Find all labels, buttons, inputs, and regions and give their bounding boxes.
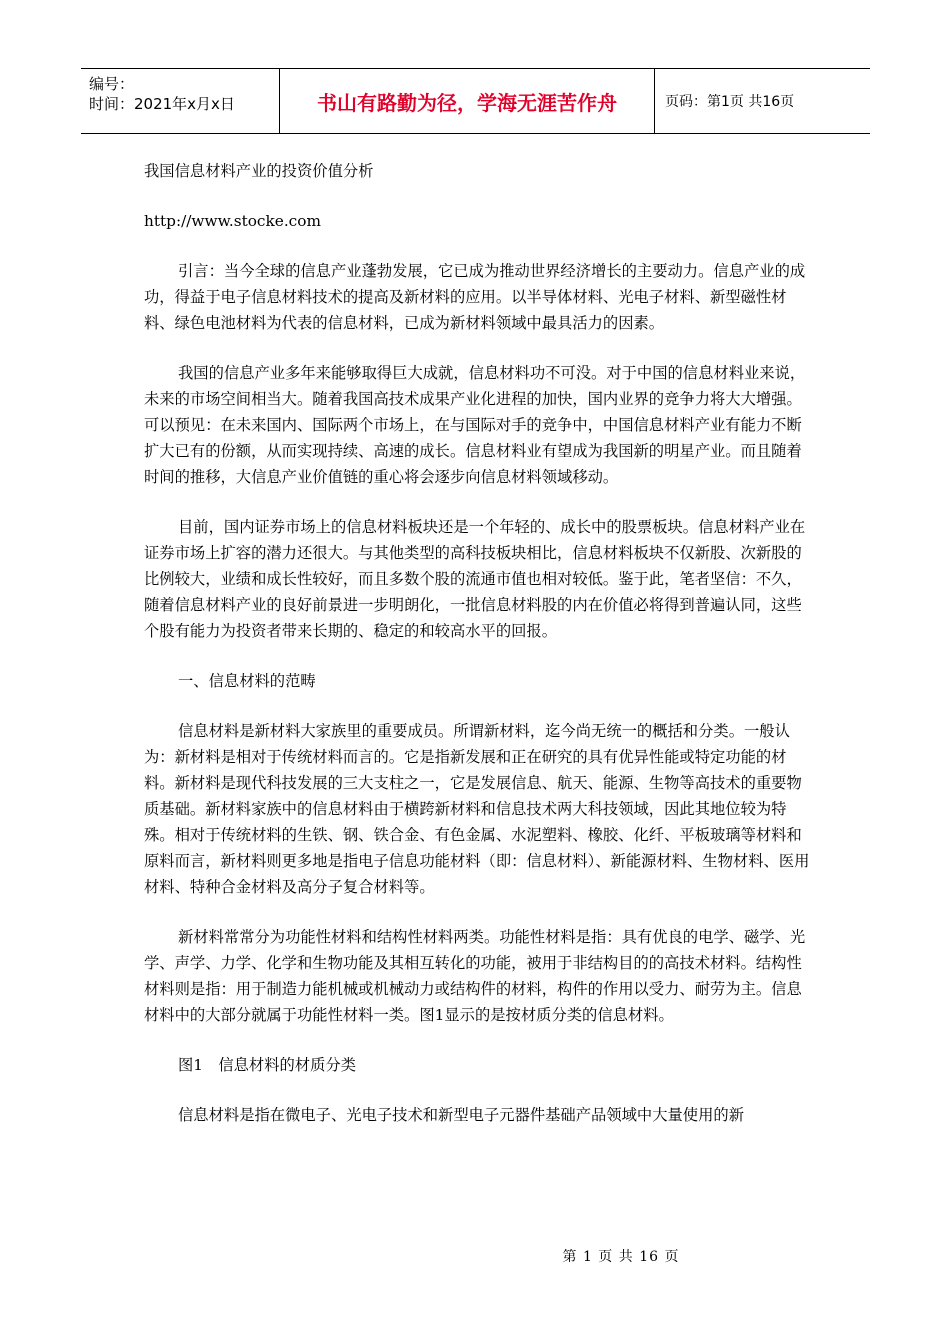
paragraph: 信息材料是指在微电子、光电子技术和新型电子元器件基础产品领域中大量使用的新 bbox=[178, 1106, 744, 1124]
header-motto: 书山有路勤为径，学海无涯苦作舟 bbox=[317, 90, 617, 115]
document-url: http://www.stocke.com bbox=[144, 212, 321, 230]
paragraph: 新材料常常分为功能性材料和结构性材料两类。功能性材料是指：具有优良的电学、磁学、光学、声学、力学、化学和生物功能及其相互转化的功能，被用于非结构目的的高技术材料。结构性材料则是指：用于制造力能机械或机械动力或结构件的材料，构件的作用以受力、耐劳为主。信息材料中的大部分就属于功能性材料一类。图1显示的是按材质分类的信息材料。 bbox=[144, 928, 806, 1024]
paragraph: 我国的信息产业多年来能够取得巨大成就，信息材料功不可没。对于中国的信息材料业来说，未来的市场空间相当大。随着我国高技术成果产业化进程的加快，国内业界的竞争力将大大增强。可以预见：在未来国内、国际两个市场上，在与国际对手的竞争中，中国信息材料产业有能力不断扩大已有的份额，从而实现持续、高速的成长。信息材料业有望成为我国新的明星产业。而且随着时间的推移，大信息产业价值链的重心将会逐步向信息材料领域移动。 bbox=[144, 364, 806, 486]
header-number-label: 编号： bbox=[89, 75, 135, 93]
paragraph-intro: 引言：当今全球的信息产业蓬勃发展，它已成为推动世界经济增长的主要动力。信息产业的成功，得益于电子信息材料技术的提高及新材料的应用。以半导体材料、光电子材料、新型磁性材料、绿色电池材料为代表的信息材料，已成为新材料领域中最具活力的因素。 bbox=[144, 262, 806, 332]
section-heading: 一、信息材料的范畴 bbox=[178, 672, 316, 690]
header-meta bbox=[89, 74, 235, 114]
page-footer: 第 1 页 共 16 页 bbox=[562, 1249, 680, 1265]
page-header bbox=[81, 68, 870, 134]
header-date-label: 时间：2021年x月x日 bbox=[89, 95, 235, 113]
figure-caption: 图1 信息材料的材质分类 bbox=[178, 1056, 356, 1074]
header-divider bbox=[654, 69, 655, 133]
paragraph: 目前，国内证券市场上的信息材料板块还是一个年轻的、成长中的股票板块。信息材料产业在证券市场上扩容的潜力还很大。与其他类型的高科技板块相比，信息材料板块不仅新股、次新股的比例较大，业绩和成长性较好，而且多数个股的流通市值也相对较低。鉴于此，笔者坚信：不久，随着信息材料产业的良好前景进一步明朗化，一批信息材料股的内在价值必将得到普遍认同，这些个股有能力为投资者带来长期的、稳定的和较高水平的回报。 bbox=[144, 518, 806, 640]
header-page-info: 页码：第1页 共16页 bbox=[665, 94, 795, 110]
document-title: 我国信息材料产业的投资价值分析 bbox=[144, 162, 374, 180]
document-body bbox=[144, 158, 816, 1152]
paragraph: 信息材料是新材料大家族里的重要成员。所谓新材料，迄今尚无统一的概括和分类。一般认为：新材料是相对于传统材料而言的。它是指新发展和正在研究的具有优异性能或特定功能的材料。新材料是现代科技发展的三大支柱之一，它是发展信息、航天、能源、生物等高技术的重要物质基础。新材料家族中的信息材料由于横跨新材料和信息技术两大科技领域，因此其地位较为特殊。相对于传统材料的生铁、钢、铁合金、有色金属、水泥塑料、橡胶、化纤、平板玻璃等材料和原料而言，新材料则更多地是指电子信息功能材料（即：信息材料）、新能源材料、生物材料、医用材料、特种合金材料及高分子复合材料等。 bbox=[144, 722, 810, 896]
